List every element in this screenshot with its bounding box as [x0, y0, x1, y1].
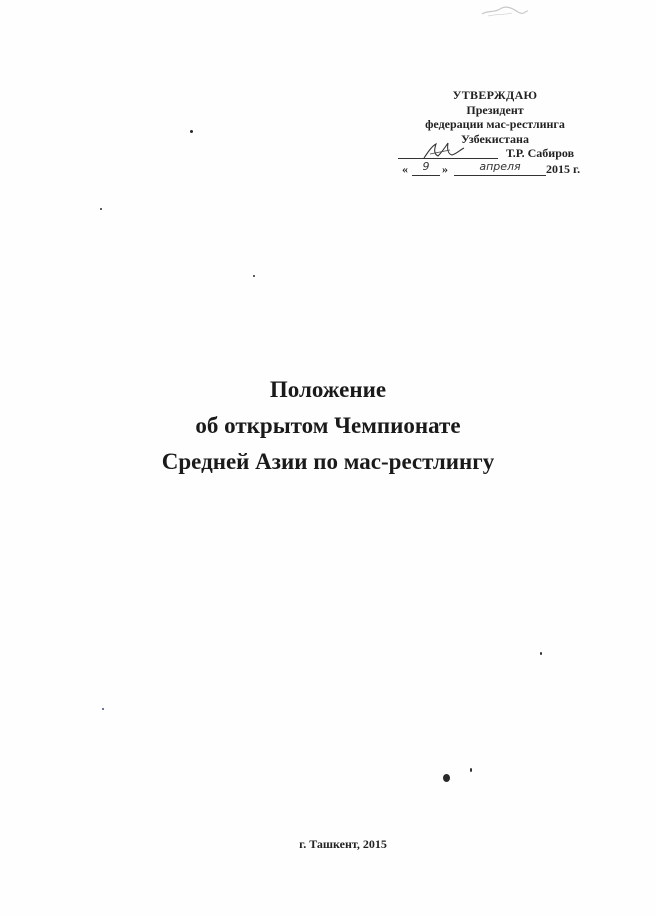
scan-speck	[190, 130, 193, 133]
place-and-year: г. Ташкент, 2015	[299, 837, 387, 851]
date-open-quote: «	[402, 162, 408, 176]
date-close-quote: »	[442, 162, 448, 176]
approval-stamp	[380, 88, 610, 177]
date-month: апреля	[454, 160, 546, 176]
approval-heading: УТВЕРЖДАЮ	[452, 88, 538, 102]
scan-speck	[102, 708, 104, 710]
scan-speck	[443, 774, 450, 782]
scan-speck	[253, 275, 255, 277]
approval-position-line3: Узбекистана	[461, 131, 529, 146]
signer-name: Т.Р. Сабиров	[506, 146, 575, 160]
approval-position-line2: федерации мас-рестлинга	[425, 117, 565, 131]
scan-smudge	[478, 4, 530, 18]
title-line2: об открытом Чемпионате	[195, 413, 461, 438]
handwritten-signature	[420, 140, 468, 162]
date-day: 9	[412, 160, 440, 176]
signature-row	[380, 146, 610, 161]
scan-speck	[540, 652, 542, 655]
approval-date	[380, 161, 610, 177]
title-line3: Средней Азии по мас-рестлингу	[161, 449, 495, 474]
document-title	[0, 372, 656, 480]
date-year: 2015 г.	[546, 162, 581, 176]
title-line1: Положение	[269, 377, 387, 402]
scan-speck	[470, 768, 472, 772]
approval-position-line1: Президент	[466, 102, 524, 117]
scan-speck	[100, 208, 102, 210]
